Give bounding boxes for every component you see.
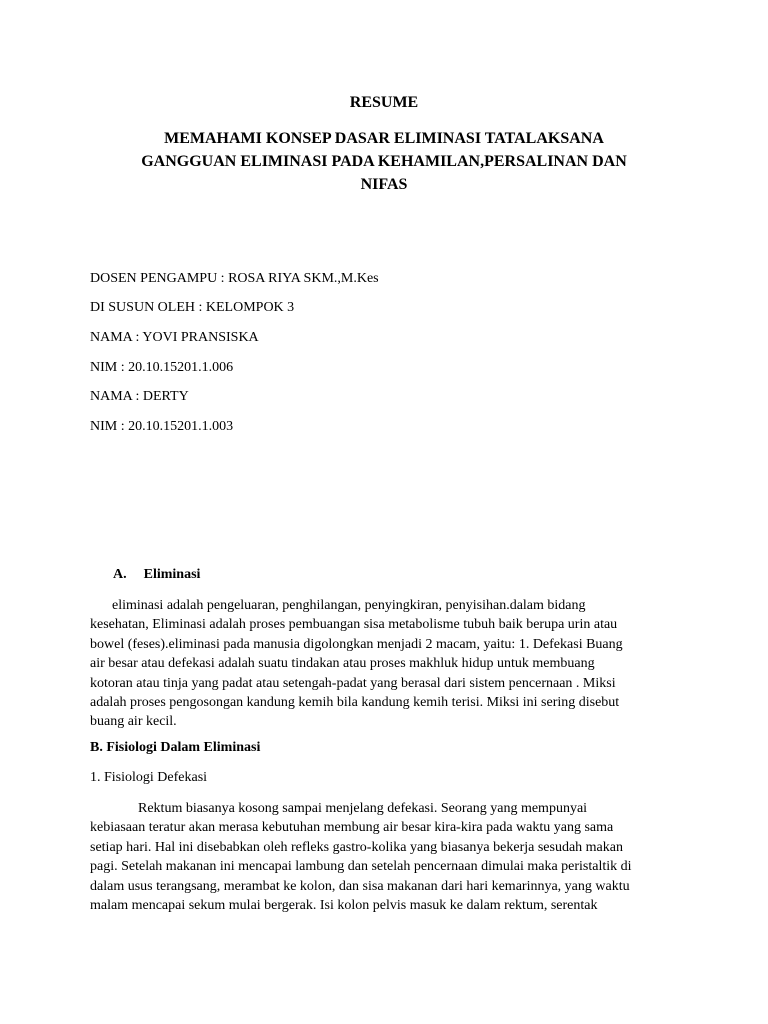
section-a-line-7: buang air kecil. (90, 714, 177, 730)
section-b-line-3: setiap hari. Hal ini disebabkan oleh refleks gastro-kolika yang biasanya bekerja sesudah makan (90, 839, 623, 855)
section-b-paragraph (90, 799, 680, 915)
section-b-heading: B. Fisiologi Dalam Eliminasi (90, 740, 261, 755)
section-b-line-1: Rektum biasanya kosong sampai menjelang defekasi. Seorang yang mempunyai (138, 801, 588, 816)
section-a-line-4: air besar atau defekasi adalah suatu tindakan atau proses makhluk hidup untuk membuang (90, 656, 595, 672)
section-a-line-3: bowel (feses).eliminasi pada manusia digolongkan menjadi 2 macam, yaitu: 1. Defekasi Buang (90, 636, 623, 652)
main-title (90, 127, 678, 196)
main-title-line-2: GANGGUAN ELIMINASI PADA KEHAMILAN,PERSALINAN DAN (141, 153, 627, 170)
section-b-line-2: kebiasaan teratur akan merasa kebutuhan membung air besar kira-kira pada waktu yang sama (90, 820, 614, 836)
section-b-line-4: pagi. Setelah makanan ini mencapai lambung dan setelah pencernaan dimulai maka peristaltik di (90, 859, 632, 875)
info-nama-1: NAMA : YOVI PRANSISKA (90, 330, 259, 345)
section-a-marker: A. (113, 567, 127, 582)
info-nim-2: NIM : 20.10.15201.1.003 (90, 419, 234, 434)
section-a-line-1: eliminasi adalah pengeluaran, penghilangan, penyingkiran, penyisihan.dalam bidang (112, 598, 586, 613)
section-a-heading (113, 567, 200, 583)
section-b-line-6: malam mencapai sekum mulai bergerak. Isi kolon pelvis masuk ke dalam rektum, serentak (90, 898, 598, 914)
info-nama-2: NAMA : DERTY (90, 389, 189, 404)
section-a-line-2: kesehatan, Eliminasi adalah proses pembuangan sisa metabolisme tubuh baik berupa urin atau (90, 617, 618, 633)
section-b-subtitle: 1. Fisiologi Defekasi (90, 770, 208, 785)
section-a-line-6: adalah proses pengosongan kandung kemih bila kandung kemih terisi. Miksi ini sering disebut (90, 695, 620, 711)
info-nim-1: NIM : 20.10.15201.1.006 (90, 360, 234, 375)
info-disusun: DI SUSUN OLEH : KELOMPOK 3 (90, 300, 295, 315)
main-title-line-3: NIFAS (360, 176, 408, 193)
section-a-title: Eliminasi (143, 567, 201, 582)
section-a-paragraph (90, 596, 680, 732)
main-title-line-1: MEMAHAMI KONSEP DASAR ELIMINASI TATALAKSANA (164, 130, 604, 147)
info-dosen: DOSEN PENGAMPU : ROSA RIYA SKM.,M.Kes (90, 271, 379, 286)
resume-title: RESUME (349, 94, 419, 111)
section-b-line-5: dalam usus terangsang, merambat ke kolon, dan sisa makanan dari hari kemarinnya, yang waktu (90, 878, 630, 894)
section-a-line-5: kotoran atau tinja yang padat atau setengah-padat yang berasal dari sistem pencernaan . Miksi (90, 675, 616, 691)
